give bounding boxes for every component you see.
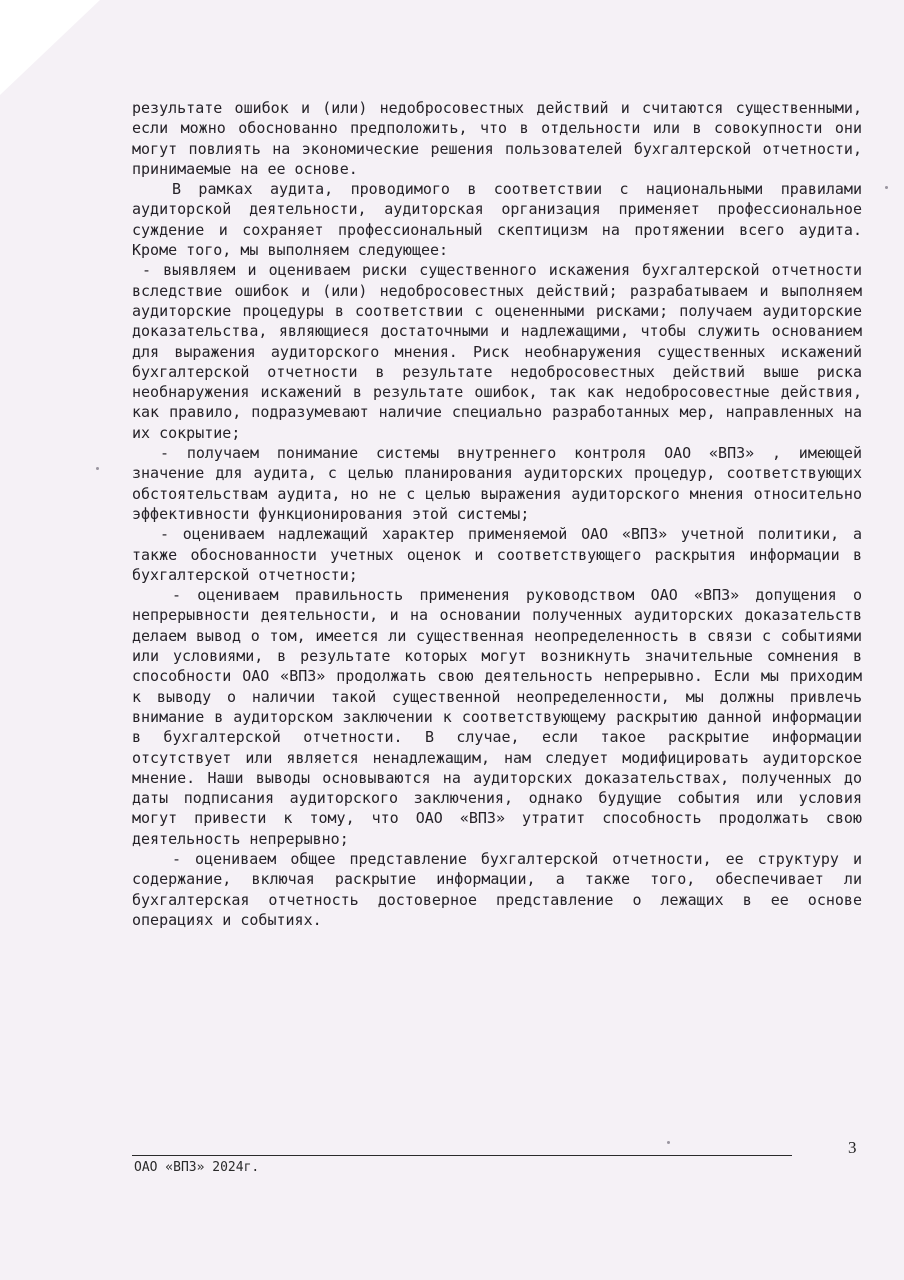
paragraph-audit-scope: В рамках аудита, проводимого в соответствии с национальными правилами аудиторской деятельности, аудиторская организация применяет профессиональное суждение и сохраняет профессиональный скептицизм на протяжении всего аудита. Кроме того, мы выполняем следующее:: [132, 180, 862, 260]
scan-speck: [667, 1141, 670, 1144]
footer-text: ОАО «ВПЗ» 2024г.: [134, 1160, 260, 1175]
document-body: [132, 98, 862, 930]
folded-corner: [0, 0, 100, 95]
page-number: 3: [848, 1138, 857, 1157]
list-item-accounting-policy: - оцениваем надлежащий характер применяемой ОАО «ВПЗ» учетной политики, а также обоснованности учетных оценок и соответствующего раскрытия информации в бухгалтерской отчетности;: [132, 525, 862, 584]
scan-speck: [96, 467, 99, 470]
list-item-overall-presentation: - оцениваем общее представление бухгалтерской отчетности, ее структуру и содержание, включая раскрытие информации, а также того, обеспечивает ли бухгалтерская отчетность достоверное представление о лежащих в ее основе операциях и событиях.: [132, 849, 862, 929]
footer-divider: [132, 1155, 792, 1156]
list-item-risk-assessment: - выявляем и оцениваем риски существенного искажения бухгалтерской отчетности вследствие ошибок и (или) недобросовестных действий; разрабатываем и выполняем аудиторские процедуры в соответствии с оцененными рисками; получаем аудиторские доказательства, являющиеся достаточными и надлежащими, чтобы служить основанием для выражения аудиторского мнения. Риск необнаружения существенных искажений бухгалтерской отчетности в результате недобросовестных действий выше риска необнаружения искажений в результате ошибок, так как недобросовестные действия, как правило, подразумевают наличие специально разработанных мер, направленных на их сокрытие;: [132, 261, 862, 442]
list-item-going-concern: - оцениваем правильность применения руководством ОАО «ВПЗ» допущения о непрерывности деятельности, и на основании полученных аудиторских доказательств делаем вывод о том, имеется ли существенная неопределенность в связи с событиями или условиями, в результате которых могут возникнуть значительные сомнения в способности ОАО «ВПЗ» продолжать свою деятельность непрерывно. Если мы приходим к выводу о наличии такой существенной неопределенности, мы должны привлечь внимание в аудиторском заключении к соответствующему раскрытию данной информации в бухгалтерской отчетности. В случае, если такое раскрытие информации отсутствует или является ненадлежащим, нам следует модифицировать аудиторское мнение. Наши выводы основываются на аудиторских доказательствах, полученных до даты подписания аудиторского заключения, однако будущие события или условия могут привести к тому, что ОАО «ВПЗ» утратит способность продолжать свою деятельность непрерывно;: [132, 586, 862, 848]
scan-speck: [885, 186, 888, 189]
list-item-internal-control: - получаем понимание системы внутреннего контроля ОАО «ВПЗ» , имеющей значение для аудита, с целью планирования аудиторских процедур, соответствующих обстоятельствам аудита, но не с целью выражения аудиторского мнения относительно эффективности функционирования этой системы;: [132, 444, 862, 523]
paragraph-intro: результате ошибок и (или) недобросовестных действий и считаются существенными, если можно обоснованно предположить, что в отдельности или в совокупности они могут повлиять на экономические решения пользователей бухгалтерской отчетности, принимаемые на ее основе.: [132, 99, 862, 178]
